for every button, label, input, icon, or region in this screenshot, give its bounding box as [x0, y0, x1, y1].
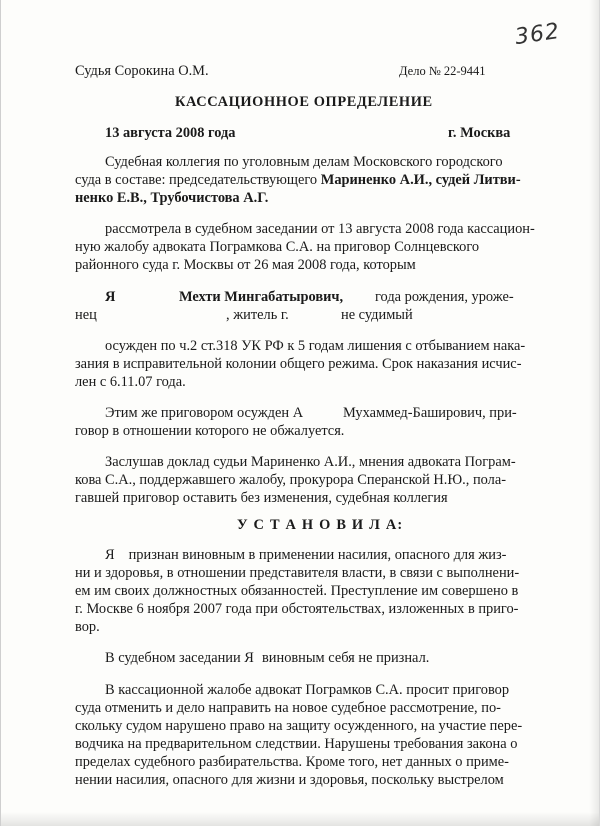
paragraph-line: суда отменить и дело направить на новое судебное рассмотрение, по- [75, 700, 501, 716]
paragraph-line: виновным себя не признал. [262, 650, 430, 666]
birth-text: года рождения, уроже- [375, 289, 514, 305]
case-number: Дело № 22-9441 [399, 64, 486, 78]
conviction-status: не судимый [341, 307, 413, 323]
paragraph-line: ни и здоровья, в отношении представителя власти, в связи с выполнени- [75, 565, 520, 581]
paragraph-line: Этим же приговором осужден А [105, 405, 304, 421]
paragraph-line: Мухаммед-Баширович, при- [343, 405, 517, 421]
paragraph-line: Судебная коллегия по уголовным делам Московского городского [105, 154, 503, 170]
paragraph-line: ненко Е.В., Трубочистова А.Г. [75, 190, 269, 206]
document-city: г. Москва [448, 125, 511, 141]
paragraph-line: гавшей приговор оставить без изменения, судебная коллегия [75, 490, 448, 506]
defendant-name: Мехти Мингабатырович, [179, 289, 344, 305]
defendant-initial: Я [105, 289, 116, 305]
document-title: КАССАЦИОННОЕ ОПРЕДЕЛЕНИЕ [175, 94, 433, 110]
paragraph-line: зания в исправительной колонии общего режима. Срок наказания исчис- [75, 356, 522, 372]
paragraph-line: районного суда г. Москвы от 26 мая 2008 года, которым [75, 257, 416, 273]
paragraph-line: ем им своих должностных обязанностей. Преступление им совершено в [75, 583, 519, 599]
paragraph-line: пределах судебного разбирательства. Кроме того, нет данных о приме- [75, 754, 509, 770]
section-heading: У С Т А Н О В И Л А: [237, 517, 404, 533]
native-text: нец [75, 307, 97, 323]
paragraph-line: ную жалобу адвоката Пограмкова С.А. на приговор Солнцевского [75, 239, 480, 255]
judge-name: Судья Сорокина О.М. [75, 63, 209, 79]
paragraph-line: Заслушав доклад судьи Мариненко А.И., мнения адвоката Пограм- [105, 454, 516, 470]
paragraph-line: водчика на предварительном следствии. Нарушены требования закона о [75, 736, 518, 752]
paragraph-line: В судебном заседании Я [105, 650, 254, 666]
paragraph-line: В кассационной жалобе адвокат Пограмков С.А. просит приговор [105, 682, 510, 698]
paragraph-line: нении насилия, опасного для жизни и здоровья, поскольку выстрелом [75, 772, 504, 788]
handwritten-page-number: 362 [513, 18, 562, 51]
paragraph-line: скольку судом нарушено право на защиту осужденного, на участие пере- [75, 718, 523, 734]
page-edge-shadow [1, 812, 599, 826]
paragraph-line: рассмотрела в судебном заседании от 13 августа 2008 года кассацион- [105, 221, 535, 237]
paragraph-line: кова С.А., поддержавшего жалобу, прокурора Сперанской Н.Ю., пола- [75, 472, 507, 488]
paragraph-line: суда в составе: председательствующего Мариненко А.И., судей Литви- [75, 172, 521, 188]
paragraph-line: Я признан виновным в применении насилия, опасного для жиз- [105, 547, 507, 563]
paragraph-line: говор в отношении которого не обжалуется. [75, 423, 345, 439]
resident-text: , житель г. [226, 307, 289, 323]
paragraph-line: осужден по ч.2 ст.318 УК РФ к 5 годам лишения с отбыванием нака- [105, 338, 526, 354]
paragraph-line: г. Москве 6 ноября 2007 года при обстоятельствах, изложенных в приго- [75, 601, 519, 617]
paragraph-line: лен с 6.11.07 года. [75, 374, 186, 390]
paragraph-line: вор. [75, 619, 100, 635]
page-edge-shadow [589, 0, 599, 826]
document-date: 13 августа 2008 года [105, 125, 236, 141]
